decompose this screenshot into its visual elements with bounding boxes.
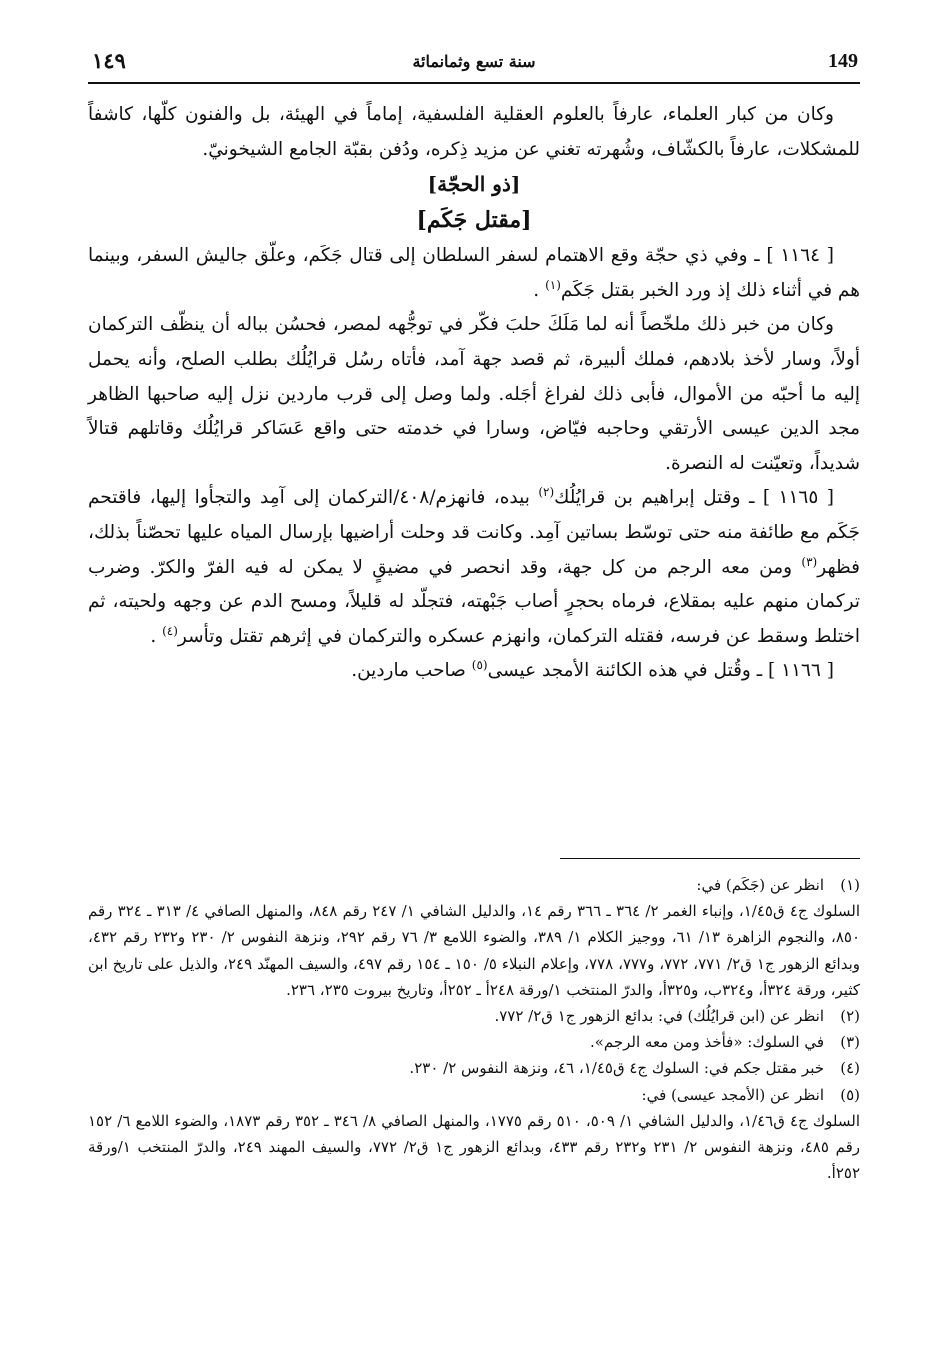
footnote-ref-5[interactable]: (٥) (471, 658, 488, 673)
entry-1166 (88, 654, 860, 689)
footnote-3 (88, 1029, 860, 1055)
entry-1165-end: . (150, 625, 157, 647)
footnote-text: انظر عن (الأمجد عيسى) في: (641, 1085, 824, 1104)
footnote-marker: (٢) (840, 1007, 860, 1026)
footnote-continuation: السلوك ج٤ ق١/٤٦، والدليل الشافي ١/ ٥٠٩، ٥١٠ رقم ١٧٧٥، والمنهل الصافي ٨/ ٣٤٦ ـ ٣٥٢ رقم ١٨٧٣، والضوء اللامع ٦/ ١٥٢ رقم ٤٨٥، ونزهة النفوس ٢/ ٢٣١ و٢٣٢ رقم ٤٣٣، وبدائع الزهور ج١ ق٢/ ٧٧٢، والسيف المهند ٢٤٩، والدرّ المنتخب ١/ورقة ٢٥٢أ. (88, 1111, 861, 1183)
entry-1165-text-b: بيده، فانهزم/٤٠٨/التركمان إلى آمِد والتجأوا إليها، فاقتحم جَكَم مع طائفة منه حتى توسّط بساتين آمِد. وكانت قد وحلت أراضيها بإرسال المياه عليها تحصّناً بذلك، فظهر (88, 487, 860, 578)
footnote-ref-4[interactable]: (٤) (162, 623, 178, 638)
footnote-separator (560, 858, 860, 859)
main-text (88, 98, 860, 689)
footnote-1 (88, 872, 860, 1003)
footnote-text: في السلوك: «فأخذ ومن معه الرجم». (589, 1033, 824, 1052)
heading-month: [ذو الحجّة] (427, 172, 521, 197)
entry-1164-end: . (533, 279, 540, 301)
footnote-marker: (٥) (840, 1085, 860, 1104)
footnote-text: خبر مقتل جكم في: السلوك ج٤ ق١/٤٥، ٤٦، ونزهة النفوس ٢/ ٢٣٠. (409, 1059, 824, 1078)
footnote-marker: (١) (840, 876, 860, 894)
entry-1165 (88, 481, 860, 654)
entry-1166-text-a: [ ١١٦٦ ] ـ وقُتل في هذه الكائنة الأمجد عيسى (487, 660, 834, 682)
running-title: سنة تسع وثمانمائة (412, 52, 536, 71)
entry-1164-text: [ ١١٦٤ ] ـ وفي ذي حجّة وقع الاهتمام لسفر السلطان إلى قتال جَكَم، وعلّق جاليش السفر، وبينما هم في أثناء ذلك إذ ورد الخبر بقتل جَكَم (88, 245, 860, 301)
footnote-text: انظر عن (ابن قرايُلُك) في: بدائع الزهور ج١ ق٢/ ٧٧٢. (494, 1007, 824, 1026)
footnote-2 (88, 1003, 860, 1029)
entry-1165-text-a: [ ١١٦٥ ] ـ وقتل إبراهيم بن قرايُلُك (554, 487, 834, 509)
entry-1164 (88, 239, 860, 308)
footnote-text: انظر عن (جَكَم) في: (696, 876, 824, 894)
footnote-4 (88, 1055, 860, 1081)
footnote-5 (88, 1082, 860, 1187)
entry-1166-text-b: صاحب ماردين. (351, 660, 472, 682)
footnote-continuation: السلوك ج٤ ق١/٤٥، وإنباء الغمر ٢/ ٣٦٤ ـ ٣٦٦ رقم ١٤، والدليل الشافي ١/ ٢٤٧ رقم ٨٤٨، والمنهل الصافي ٤/ ٣١٣ ـ ٣٢٤ رقم ٨٥٠، والنجوم الزاهرة ١٣/ ٦١، ووجيز الكلام ١/ ٣٨٩، والضوء اللامع ٣/ ٧٦ رقم ٢٩٢، ونزهة النفوس ٢/ ٢٣٠ و٢٣٢ رقم ٤٣٢، وبدائع الزهور ج١ ق٢/ ٧٧١، ٧٧٢، و٧٧٧، ٧٧٨، وإعلام النبلاء ٥/ ١٥٠ ـ ١٥٤ رقم ٤٩٧، والسيف المهنّد ٢٤٩، والذيل على تاريخ ابن كثير، ورقة ٣٢٤أ، و٣٢٤ب، و٣٢٥أ، والدرّ المنتخب ١/ورقة ٢٤٨أ ـ ٢٥٢أ، وتاريخ بيروت ٢٣٥، ٢٣٦. (88, 902, 861, 999)
page-number-arabic: ١٤٩ (92, 48, 126, 73)
header-rule (88, 82, 860, 84)
footnote-ref-2[interactable]: (٢) (538, 485, 555, 500)
page-number-latin: 149 (828, 50, 858, 72)
heading-event: [مقتل جَكَم] (416, 207, 532, 234)
footnotes (88, 872, 860, 1186)
footnote-ref-1[interactable]: (١) (545, 277, 561, 292)
entry-1165-text-c: ومن معه الرجم من كل جهة، وقد انحصر في مضيقٍ لا يمكن له فيه الفرّ والكرّ. وضرب تركمان منهم عليه بمقلاع، فرماه بحجرٍ أصاب جَبْهته، فتجلّد له قليلاً، ومسح الدم عن وجهه ولحيته، ثم اختلط وسقط عن فرسه، فقتله التركمان، وانهزم عسكره والتركمان في إثرهم تقتل وتأسر (88, 556, 860, 647)
footnote-marker: (٤) (840, 1059, 860, 1078)
intro-paragraph: وكان من كبار العلماء، عارفاً بالعلوم العقلية الفلسفية، إماماً في الهيئة، بل والفنون كلّها، كاشفاً للمشكلات، عارفاً بالكشّاف، وشُهرته تغني عن مزيد ذِكره، ودُفن بقبّة الجامع الشيخونيّ. (88, 104, 860, 160)
page-header (88, 42, 860, 84)
story-paragraph: وكان من خبر ذلك ملخّصاً أنه لما مَلَكَ حلبَ فكّر في توجُّهه لمصر، فحسُن بباله أن ينظّف التركمان أولاً، وسار لأخذ بلادهم، فملك ألبيرة، ثم قصد جهة آمد، فأتاه رسُل قرايُلُك بطلب الصلح، وأنه يحمل إليه ما أحبّه من الأموال، فأبى ذلك لفراغ أجَله. ولما وصل إلى قرب ماردين نزل إليه صاحبها الظاهر مجد الدين عيسى الأرتقي وحاجبه فيّاض، وسارا في خدمته حتى واقع عَسَاكر قرايُلُك وقاتلهم قتالاً شديداً، وتعيّنت له النصرة. (88, 314, 860, 474)
footnote-ref-3[interactable]: (٣) (801, 554, 818, 569)
footnote-marker: (٣) (840, 1033, 860, 1052)
